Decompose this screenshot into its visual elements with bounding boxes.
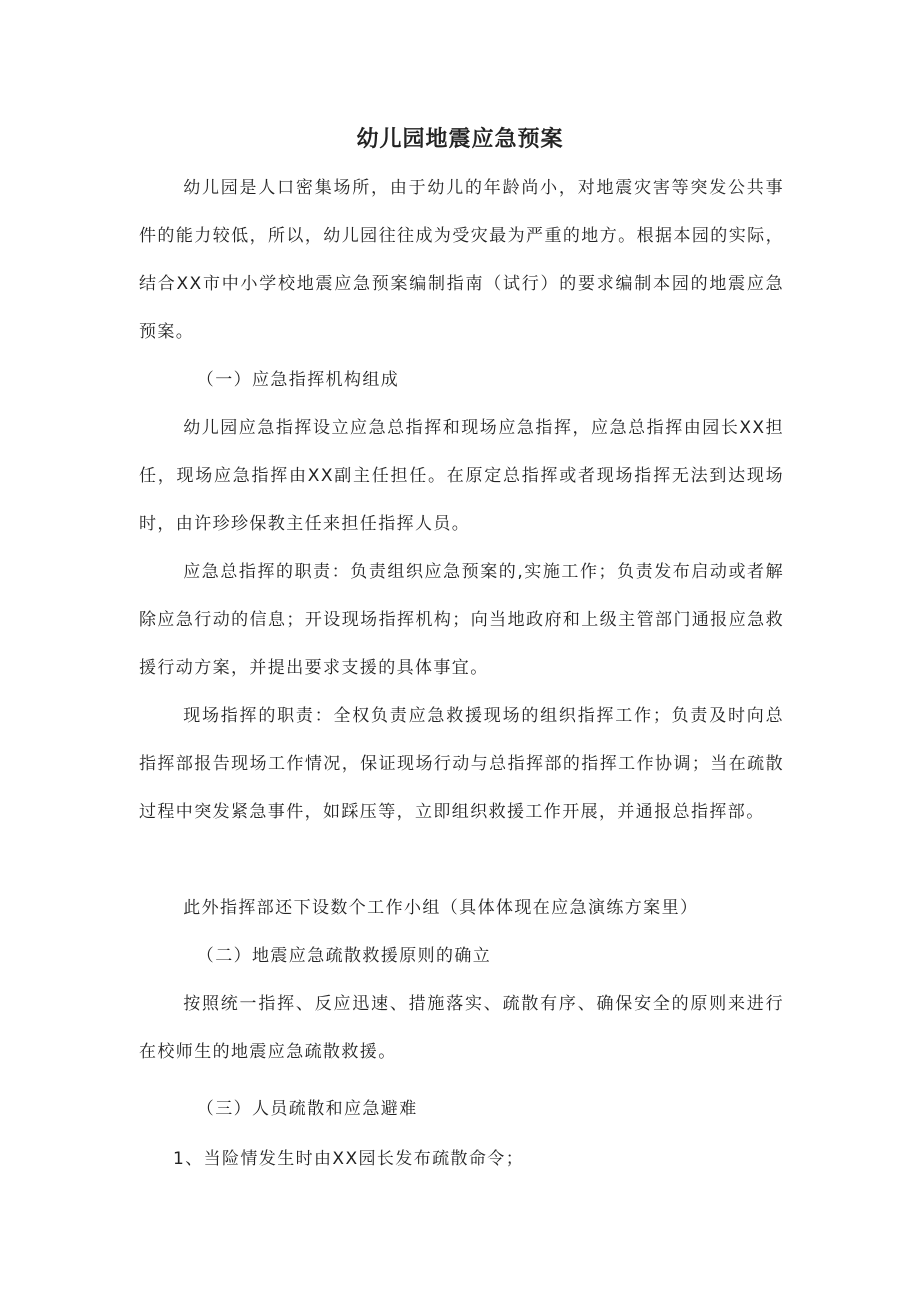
section-heading-3: （三）人员疏散和应急避难 (196, 1099, 418, 1119)
paragraph-onsite-duties: 现场指挥的职责：全权负责应急救援现场的组织指挥工作；负责及时向总指挥部报告现场工作情况，保证现场行动与总指挥部的指挥工作协调；当在疏散过程中突发紧急事件，如踩压等，立即组织救援工作开展，并通报总指挥部。 (139, 706, 784, 822)
paragraph-intro: 幼儿园是人口密集场所，由于幼儿的年龄尚小，对地震灾害等突发公共事件的能力较低，所以，幼儿园往往成为受灾最为严重的地方。根据本园的实际，结合XX市中小学校地震应急预案编制指南（试行）的要求编制本园的地震应急预案。 (139, 178, 784, 342)
list-item-1: 1、当险情发生时由XX园长发布疏散命令； (173, 1149, 525, 1169)
section-heading-2: （二）地震应急疏散救援原则的确立 (196, 946, 492, 966)
paragraph-chief-duties: 应急总指挥的职责：负责组织应急预案的,实施工作；负责发布启动或者解除应急行动的信息；开设现场指挥机构；向当地政府和上级主管部门通报应急救援行动方案，并提出要求支援的具体事宜。 (139, 562, 784, 678)
document-title: 幼儿园地震应急预案 (356, 127, 564, 152)
paragraph-working-groups: 此外指挥部还下设数个工作小组（具体体现在应急演练方案里） (183, 898, 699, 918)
paragraph-principles: 按照统一指挥、反应迅速、措施落实、疏散有序、确保安全的原则来进行在校师生的地震应急疏散救援。 (139, 994, 784, 1062)
paragraph-command-structure: 幼儿园应急指挥设立应急总指挥和现场应急指挥，应急总指挥由园长XX担任，现场应急指挥由XX副主任担任。在原定总指挥或者现场指挥无法到达现场时，由许珍珍保教主任来担任指挥人员。 (139, 418, 784, 534)
section-heading-1: （一）应急指挥机构组成 (196, 370, 400, 390)
